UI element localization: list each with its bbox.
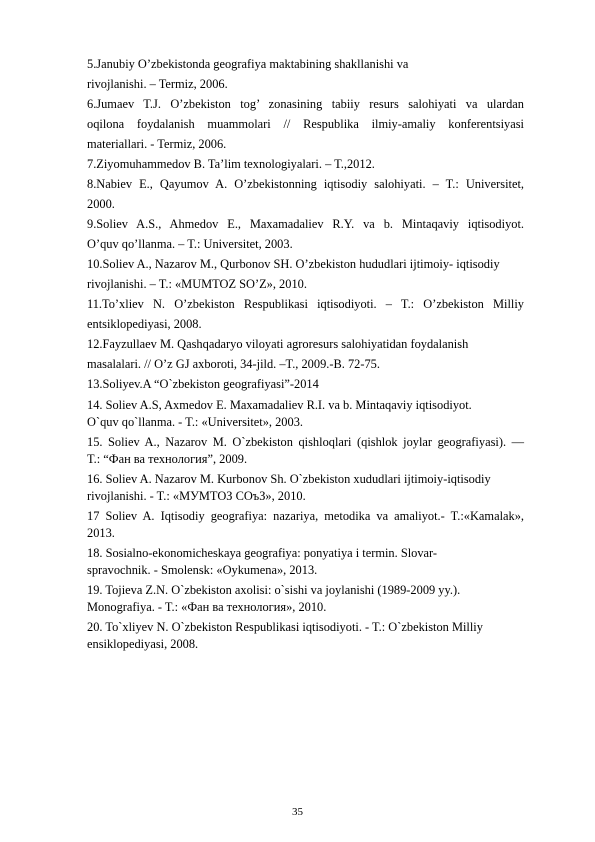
reference-line: 19. Tojieva Z.N. O`zbekiston axolisi: o`sishi va joylanishi (1989-2009 yy.). bbox=[87, 583, 461, 597]
reference-line: 7.Ziyomuhammedov B. Ta’lim texnologiyalari. – T.,2012. bbox=[87, 157, 375, 171]
reference-item-11 bbox=[87, 294, 524, 334]
reference-line: O`quv qo`llanma. - T.: «Universitet», 2003. bbox=[87, 415, 303, 429]
reference-line: rivojlanishi. - T.: «МУМТОЗ СОъЗ», 2010. bbox=[87, 489, 306, 503]
reference-item-10 bbox=[87, 254, 524, 294]
page-number: 35 bbox=[292, 806, 303, 818]
reference-line: T.: “Фан ва технология”, 2009. bbox=[87, 452, 248, 466]
reference-line: 11.To’xliev N. O’zbekiston Respublikasi iqtisodiyoti. – T.: O’zbekiston Milliy bbox=[87, 297, 524, 311]
reference-line: spravochnik. - Smolensk: «Oykumena», 2013. bbox=[87, 563, 318, 577]
reference-line: 12.Fayzullaev M. Qashqadaryo viloyati agroresurs salohiyatidan foydalanish bbox=[87, 337, 469, 351]
reference-line: 17 Soliev A. Iqtisodiy geografiya: nazariya, metodika va amaliyot.- T.:«Kamalak», bbox=[87, 509, 524, 523]
reference-item-8 bbox=[87, 174, 524, 214]
reference-line: 9.Soliev A.S., Ahmedov E., Maxamadaliev R.Y. va b. Mintaqaviy iqtisodiyot. bbox=[87, 217, 524, 231]
reference-item-13 bbox=[87, 374, 524, 394]
reference-line: ensiklopediyasi, 2008. bbox=[87, 637, 199, 651]
reference-line: 2000. bbox=[87, 197, 115, 211]
reference-line: 6.Jumaev T.J. O’zbekiston tog’ zonasining tabiiy resurs salohiyati va ulardan bbox=[87, 97, 524, 111]
reference-item-16 bbox=[87, 471, 524, 505]
reference-line: 15. Soliev A., Nazarov M. O`zbekiston qishloqlari (qishlok joylar geografiyasi). — bbox=[87, 435, 524, 449]
reference-item-17 bbox=[87, 508, 524, 542]
reference-line: rivojlanishi. – Termiz, 2006. bbox=[87, 77, 228, 91]
reference-item-5 bbox=[87, 54, 524, 94]
reference-list bbox=[87, 54, 524, 653]
reference-item-20 bbox=[87, 619, 524, 653]
reference-item-6 bbox=[87, 94, 524, 154]
reference-line: Monografiya. - T.: «Фан ва технология», 2010. bbox=[87, 600, 327, 614]
reference-line: masalalari. // O’z GJ axboroti, 34-jild. –T., 2009.-B. 72-75. bbox=[87, 357, 380, 371]
reference-line: 20. To`xliyev N. O`zbekiston Respublikasi iqtisodiyoti. - T.: O`zbekiston Milliy bbox=[87, 620, 483, 634]
reference-line: 18. Sosialno-ekonomicheskaya geografiya: ponyatiya i termin. Slovar- bbox=[87, 546, 438, 560]
reference-line: 2013. bbox=[87, 526, 115, 540]
reference-line: oqilona foydalanish muammolari // Respublika ilmiy-amaliy konferentsiyasi bbox=[87, 117, 524, 131]
reference-line: 8.Nabiev E., Qayumov A. O’zbekistonning iqtisodiy salohiyati. – T.: Universitet, bbox=[87, 177, 524, 191]
reference-item-9 bbox=[87, 214, 524, 254]
reference-line: 5.Janubiy O’zbekistonda geografiya maktabining shakllanishi va bbox=[87, 57, 409, 71]
reference-line: rivojlanishi. – T.: «MUMTOZ SO’Z», 2010. bbox=[87, 277, 307, 291]
reference-item-14 bbox=[87, 397, 524, 431]
reference-item-15 bbox=[87, 434, 524, 468]
reference-line: 13.Soliyev.A “O`zbekiston geografiyasi”-2014 bbox=[87, 377, 319, 391]
reference-item-12 bbox=[87, 334, 524, 374]
reference-line: 10.Soliev A., Nazarov M., Qurbonov SH. O’zbekiston hududlari ijtimoiy- iqtisodiy bbox=[87, 257, 500, 271]
reference-line: 14. Soliev A.S, Axmedov E. Maxamadaliev R.I. va b. Mintaqaviy iqtisodiyot. bbox=[87, 398, 472, 412]
reference-line: O’quv qo’llanma. – T.: Universitet, 2003. bbox=[87, 237, 293, 251]
reference-line: 16. Soliev A. Nazarov M. Kurbonov Sh. O`zbekiston xududlari ijtimoiy-iqtisodiy bbox=[87, 472, 491, 486]
reference-item-18 bbox=[87, 545, 524, 579]
reference-line: entsiklopediyasi, 2008. bbox=[87, 317, 202, 331]
reference-item-7 bbox=[87, 154, 524, 174]
reference-item-19 bbox=[87, 582, 524, 616]
reference-line: materiallari. - Termiz, 2006. bbox=[87, 137, 227, 151]
